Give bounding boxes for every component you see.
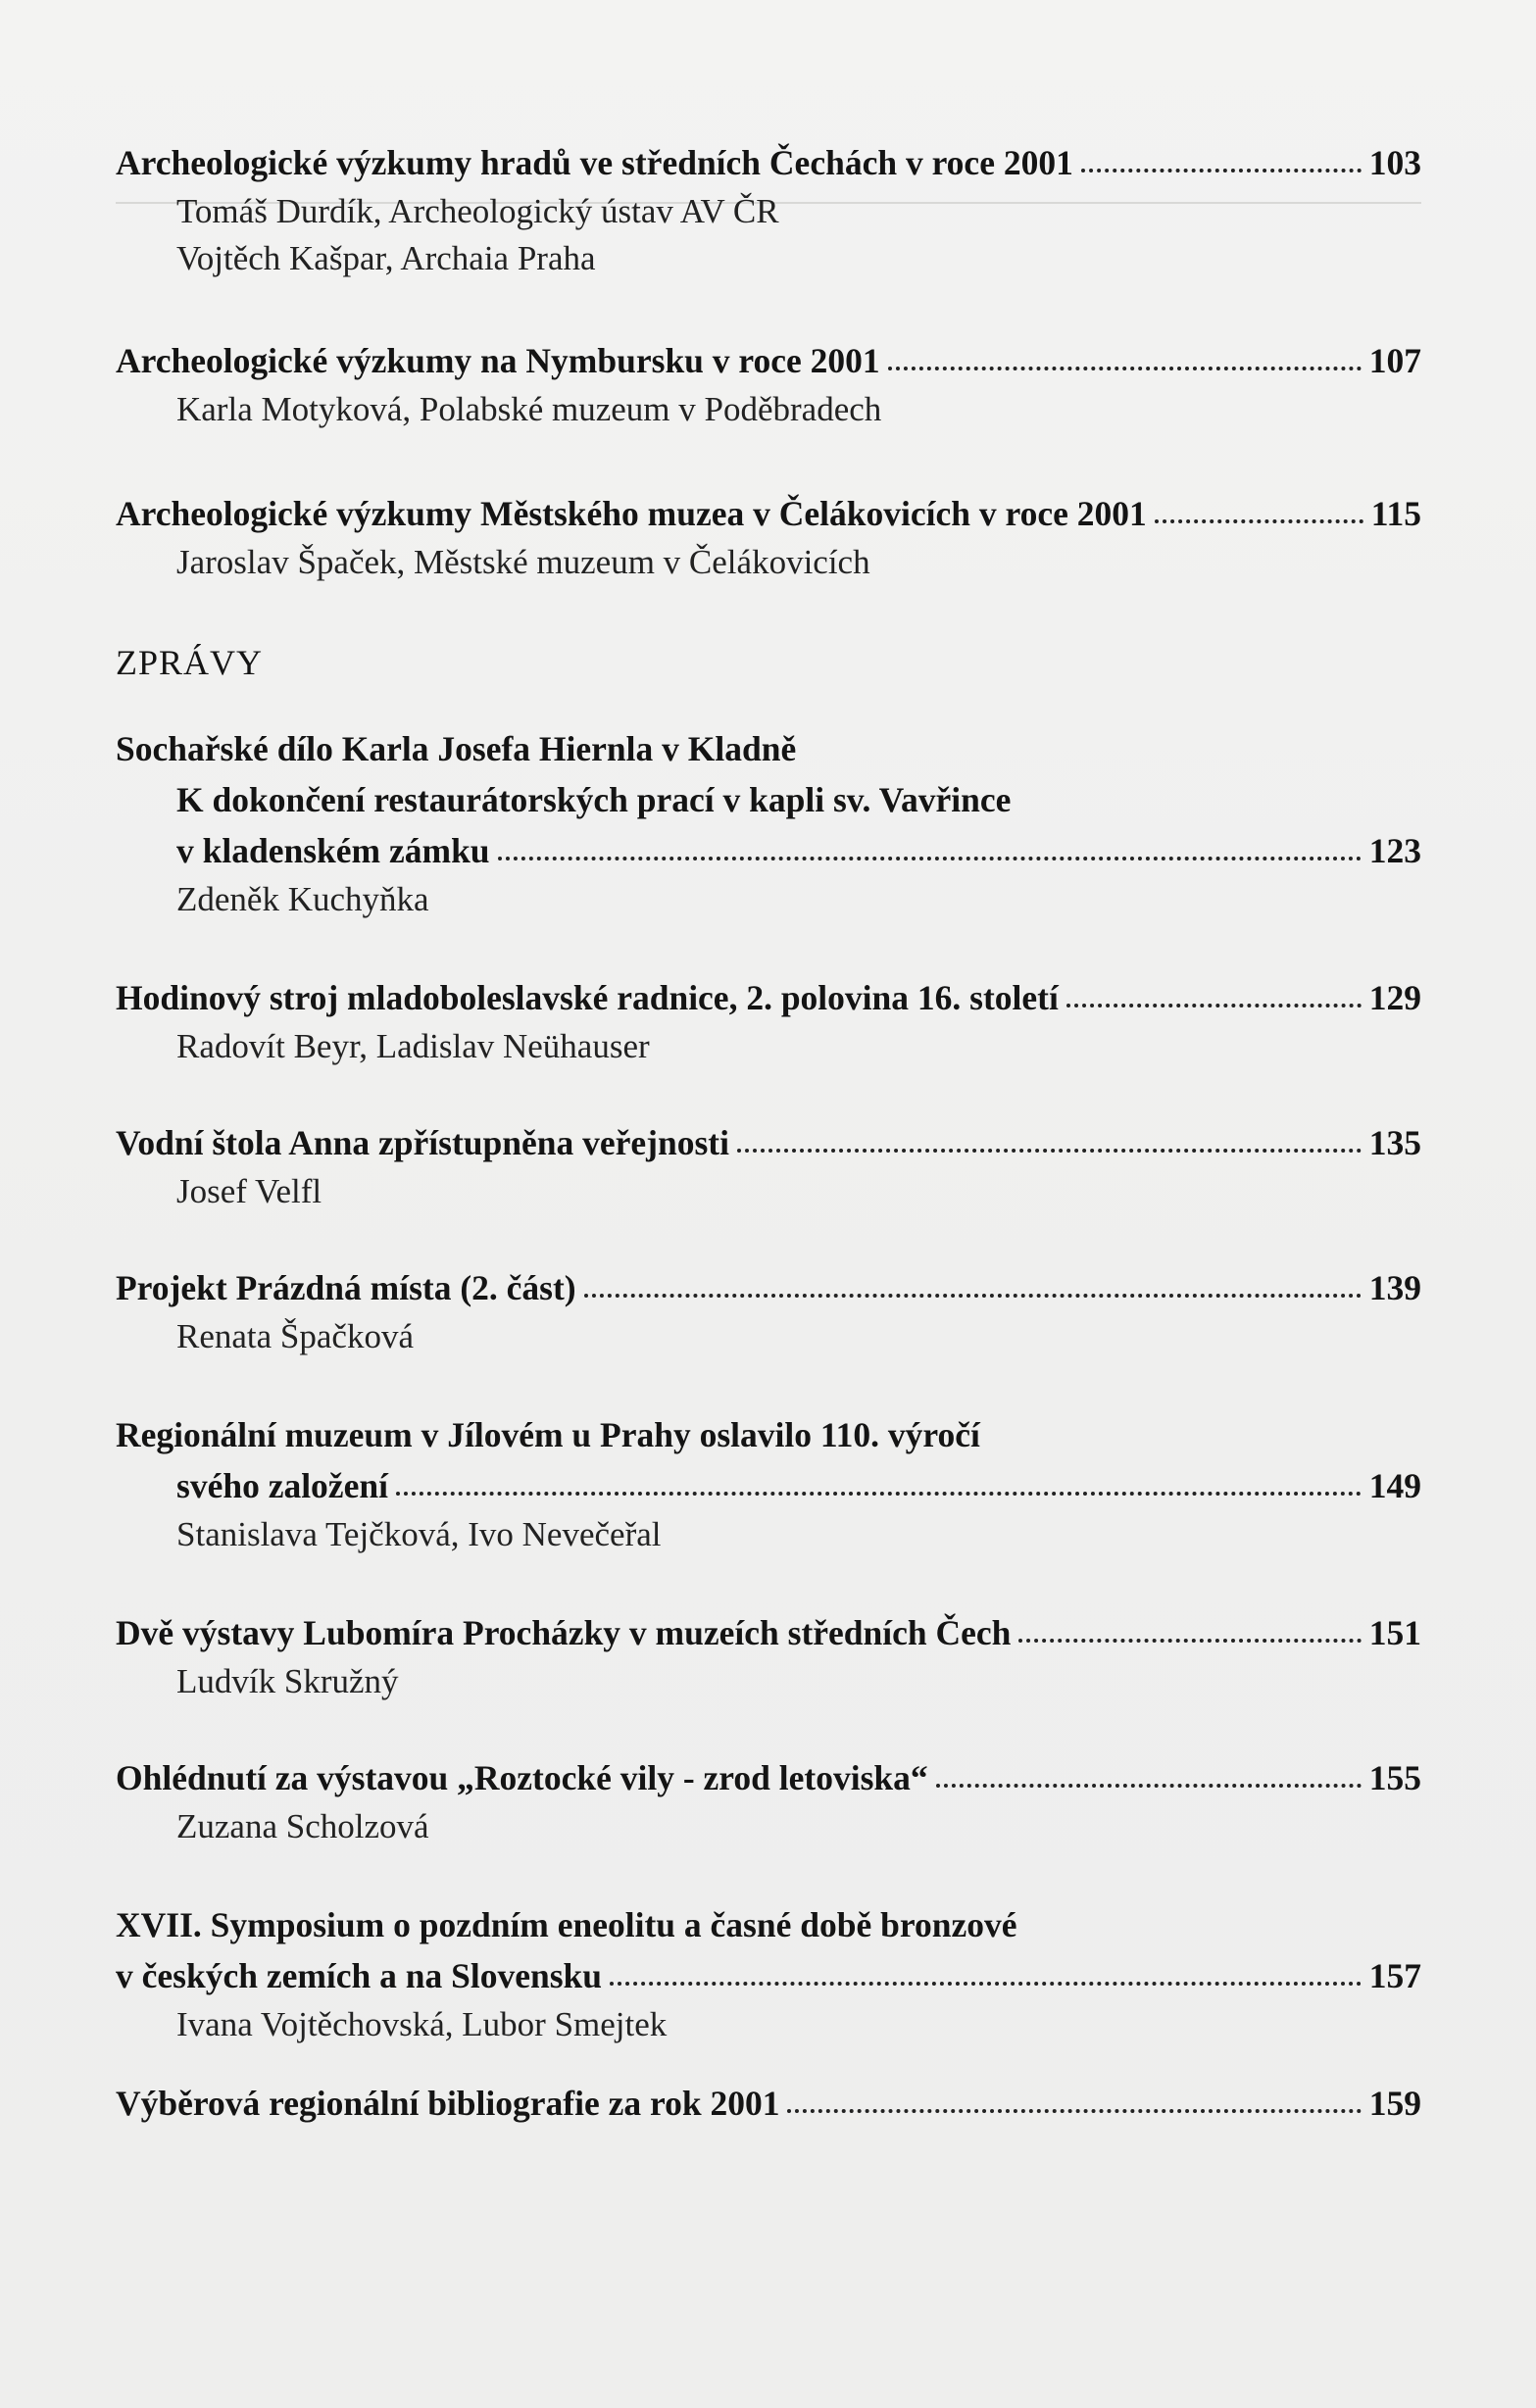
dot-leader [1066, 1003, 1362, 1007]
toc-entry-prochazka [116, 1607, 1421, 1705]
toc-title-line[interactable] [116, 1409, 1421, 1460]
toc-entry-castles [116, 137, 1421, 282]
toc-entry-roztocke [116, 1752, 1421, 1850]
entry-title: Projekt Prázdná místa (2. část) [116, 1268, 576, 1307]
entry-author: Renata Špačková [176, 1317, 414, 1355]
entry-subtitle: v českých zemích a na Slovensku [116, 1956, 603, 1995]
toc-title-line[interactable] [116, 825, 1421, 876]
dot-leader [1155, 518, 1363, 523]
toc-title-line[interactable] [116, 972, 1421, 1023]
entry-author: Radovít Beyr, Ladislav Neühauser [176, 1027, 650, 1065]
dot-leader [787, 2108, 1361, 2113]
entry-author: Stanislava Tejčková, Ivo Nevečeřal [176, 1515, 662, 1553]
entry-title: Výběrová regionální bibliografie za rok 2001 [116, 2084, 780, 2123]
entry-title: Sochařské dílo Karla Josefa Hiernla v Kladně [116, 729, 797, 768]
dot-leader [1018, 1638, 1361, 1643]
toc-title-line[interactable] [116, 1752, 1421, 1803]
toc-title-line[interactable] [116, 1460, 1421, 1511]
entry-title: Archeologické výzkumy hradů ve středních Čechách v roce 2001 [116, 143, 1073, 182]
page-number: 115 [1370, 494, 1421, 533]
toc-title-line[interactable] [116, 1262, 1421, 1313]
toc-title-line[interactable] [116, 1950, 1421, 2001]
page-number: 159 [1368, 2084, 1421, 2123]
page-number: 107 [1368, 341, 1421, 380]
page-number: 151 [1368, 1613, 1421, 1652]
entry-subtitle: v kladenském zámku [176, 831, 490, 870]
toc-title-line[interactable] [116, 723, 1421, 774]
entry-subtitle: K dokončení restaurátorských prací v kapli sv. Vavřince [176, 780, 1012, 819]
toc-entry-celakovice [116, 488, 1421, 586]
page-number: 155 [1368, 1758, 1421, 1797]
entry-author: Ivana Vojtěchovská, Lubor Smejtek [176, 2005, 668, 2043]
entry-author: Karla Motyková, Polabské muzeum v Poděbradech [176, 390, 882, 428]
entry-author: Ludvík Skružný [176, 1662, 399, 1700]
page-number: 157 [1368, 1956, 1421, 1995]
toc-title-line[interactable] [116, 1117, 1421, 1168]
toc-title-line[interactable] [116, 774, 1421, 825]
toc-title-line[interactable] [116, 2078, 1421, 2129]
toc-entry-symposium [116, 1899, 1421, 2048]
page-number: 123 [1368, 831, 1421, 870]
page-number: 139 [1368, 1268, 1421, 1307]
dot-leader [888, 366, 1362, 370]
toc-entry-jilove [116, 1409, 1421, 1558]
toc-entry-bibliografie [116, 2078, 1421, 2129]
table-of-contents [116, 137, 1421, 2129]
entry-title: Hodinový stroj mladoboleslavské radnice, 2. polovina 16. století [116, 978, 1059, 1017]
toc-entry-projekt [116, 1262, 1421, 1360]
toc-entry-stola [116, 1117, 1421, 1215]
dot-leader [1081, 168, 1362, 172]
toc-title-line[interactable] [116, 335, 1421, 386]
toc-title-line[interactable] [116, 488, 1421, 539]
toc-title-line[interactable] [116, 1899, 1421, 1950]
entry-author: Zuzana Scholzová [176, 1807, 429, 1845]
entry-title: Vodní štola Anna zpřístupněna veřejnosti [116, 1123, 729, 1162]
dot-leader [610, 1981, 1362, 1986]
entry-title: Archeologické výzkumy Městského muzea v Čelákovicích v roce 2001 [116, 494, 1147, 533]
toc-title-line[interactable] [116, 1607, 1421, 1658]
entry-author: Tomáš Durdík, Archeologický ústav AV ČR [176, 192, 779, 230]
entry-author: Zdeněk Kuchyňka [176, 880, 429, 918]
dot-leader [584, 1293, 1362, 1298]
entry-title: Dvě výstavy Lubomíra Procházky v muzeích středních Čech [116, 1613, 1012, 1652]
entry-title: Ohlédnutí za výstavou „Roztocké vily - zrod letoviska“ [116, 1758, 928, 1797]
entry-author: Josef Velfl [176, 1172, 322, 1210]
dot-leader [498, 856, 1362, 860]
dot-leader [396, 1491, 1362, 1496]
section-heading: ZPRÁVY [116, 643, 264, 682]
toc-entry-nymbursko [116, 335, 1421, 433]
toc-title-line[interactable] [116, 137, 1421, 188]
entry-title: Archeologické výzkumy na Nymbursku v roce 2001 [116, 341, 880, 380]
dot-leader [737, 1148, 1362, 1153]
dot-leader [936, 1783, 1362, 1788]
entry-author: Vojtěch Kašpar, Archaia Praha [176, 239, 596, 277]
entry-subtitle: svého založení [176, 1466, 388, 1505]
page-number: 135 [1368, 1123, 1421, 1162]
toc-entry-hiernl [116, 723, 1421, 923]
entry-title: Regionální muzeum v Jílovém u Prahy oslavilo 110. výročí [116, 1415, 980, 1454]
page-number: 129 [1368, 978, 1421, 1017]
entry-author: Jaroslav Špaček, Městské muzeum v Čelákovicích [176, 543, 870, 581]
entry-title: XVII. Symposium o pozdním eneolitu a časné době bronzové [116, 1905, 1017, 1944]
page-number: 103 [1368, 143, 1421, 182]
toc-entry-clock [116, 972, 1421, 1070]
page-number: 149 [1368, 1466, 1421, 1505]
